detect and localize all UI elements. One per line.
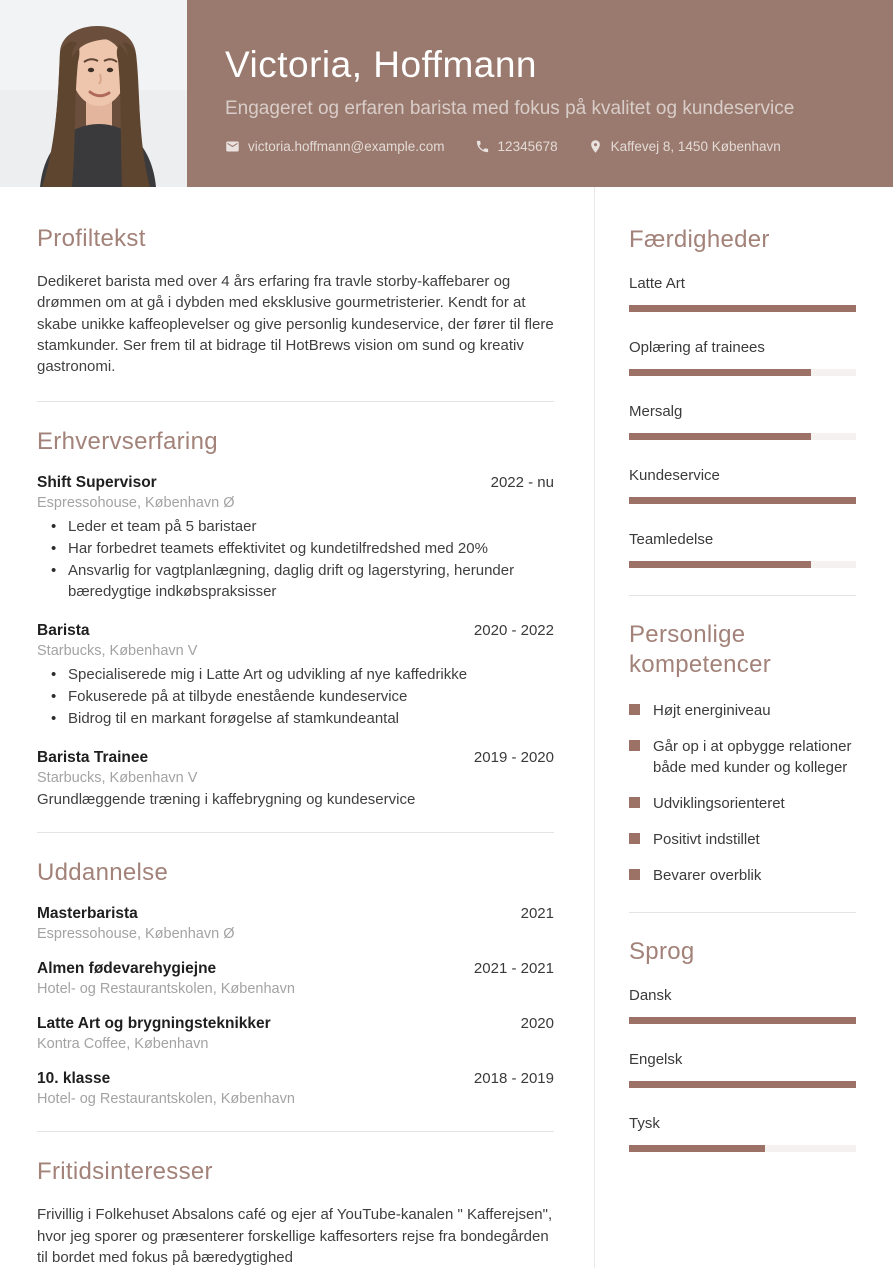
education-entry <box>37 960 554 997</box>
portrait-illustration <box>0 0 187 187</box>
competency-text: Udviklingsorienteret <box>653 795 785 812</box>
section-education <box>37 859 554 1107</box>
language-item <box>629 987 856 1024</box>
skill-bar-fill <box>629 305 856 312</box>
education-name: Almen fødevarehygiejne <box>37 960 217 978</box>
entry-head <box>37 1070 554 1088</box>
profile-section-title: Profiltekst <box>37 225 146 252</box>
skill-name: Kundeservice <box>629 467 720 484</box>
education-entry <box>37 905 554 942</box>
education-period: 2018 - 2019 <box>473 1070 554 1088</box>
education-name: Masterbarista <box>37 905 138 923</box>
competency-text: Positivt indstillet <box>653 831 760 848</box>
sidebar <box>595 187 856 1268</box>
skill-item <box>629 403 856 440</box>
skill-name: Teamledelse <box>629 531 714 548</box>
education-period: 2021 <box>520 905 554 923</box>
entry-head <box>37 905 554 923</box>
language-bar-track <box>629 1081 856 1088</box>
entry-head <box>37 749 554 767</box>
location-icon <box>588 139 603 154</box>
job-bullet: • Fokuserede på at tilbyde enestående kundeservice <box>37 687 554 708</box>
job-company: Starbucks, København V <box>37 643 198 660</box>
job-title: Barista Trainee <box>37 749 149 767</box>
skill-item <box>629 467 856 504</box>
contact-email-text: victoria.hoffmann@example.com <box>248 139 445 154</box>
job-company: Espressohouse, København Ø <box>37 495 235 512</box>
job-company: Starbucks, København V <box>37 770 198 787</box>
contact-row <box>225 139 863 154</box>
language-name: Engelsk <box>629 1051 683 1068</box>
skill-name: Oplæring af trainees <box>629 339 765 356</box>
square-bullet-icon <box>629 740 640 751</box>
hobbies-section-title: Fritidsinteresser <box>37 1158 213 1186</box>
section-experience <box>37 428 554 808</box>
entry-head <box>37 474 554 492</box>
job-period: 2022 - nu <box>490 474 554 492</box>
contact-address <box>588 139 781 154</box>
education-entry <box>37 1070 554 1107</box>
languages-section-title: Sprog <box>629 938 695 965</box>
square-bullet-icon <box>629 797 640 808</box>
skills-section-title: Færdigheder <box>629 226 770 253</box>
competency-text: Højt energiniveau <box>653 702 771 719</box>
experience-entry <box>37 749 554 808</box>
education-name: Latte Art og brygningsteknikker <box>37 1015 271 1033</box>
phone-icon <box>475 139 490 154</box>
skill-bar-fill <box>629 369 811 376</box>
competencies-section-title: Personlige kompetencer <box>629 621 772 678</box>
job-bullet: • Leder et team på 5 baristaer <box>37 517 554 538</box>
skill-bar-track <box>629 497 856 504</box>
section-profile <box>37 225 554 377</box>
job-period: 2019 - 2020 <box>473 749 554 767</box>
section-divider <box>37 1131 554 1132</box>
education-entry <box>37 1015 554 1052</box>
profile-photo <box>0 0 187 187</box>
entry-head <box>37 622 554 640</box>
section-competencies <box>629 620 856 886</box>
section-languages <box>629 937 856 1152</box>
profile-text: Dedikeret barista med over 4 års erfaring fra travle storby-kaffebarer og drømmen om at gå i dybden med eksklusive gourmetristerier. Kendt for at skabe unikke kaffeoplevelser og give personlig kundeservice, der fører til flere stamkunder. Ser frem til at bidrage til HotBrews vision om sund og kreativ gastronomi. <box>37 273 554 376</box>
education-section-title: Uddannelse <box>37 859 169 887</box>
education-period: 2020 <box>520 1015 554 1033</box>
entry-head <box>37 1015 554 1033</box>
section-hobbies <box>37 1158 554 1268</box>
square-bullet-icon <box>629 704 640 715</box>
section-skills <box>629 225 856 568</box>
square-bullet-icon <box>629 869 640 880</box>
candidate-name: Victoria, Hoffmann <box>225 44 538 85</box>
experience-entry <box>37 474 554 602</box>
skill-bar-fill <box>629 561 811 568</box>
language-bar-fill <box>629 1017 856 1024</box>
language-bar-track <box>629 1017 856 1024</box>
competency-item <box>629 736 856 778</box>
education-period: 2021 - 2021 <box>473 960 554 978</box>
competency-text: Går op i at opbygge relationer både med kunder og kolleger <box>653 738 852 776</box>
entry-head <box>37 960 554 978</box>
candidate-tagline: Engageret og erfaren barista med fokus på kvalitet og kundeservice <box>225 98 795 119</box>
skill-bar-track <box>629 561 856 568</box>
experience-entry <box>37 622 554 729</box>
job-period: 2020 - 2022 <box>473 622 554 640</box>
competency-item <box>629 700 856 721</box>
education-school: Espressohouse, København Ø <box>37 926 235 943</box>
main-column <box>37 187 595 1268</box>
competency-item <box>629 829 856 850</box>
job-bullet-list <box>37 517 554 602</box>
contact-email <box>225 139 445 154</box>
education-school: Kontra Coffee, København <box>37 1036 209 1053</box>
competency-item <box>629 793 856 814</box>
section-divider <box>629 912 856 913</box>
square-bullet-icon <box>629 833 640 844</box>
job-bullet: • Bidrog til en markant forøgelse af stamkundeantal <box>37 709 554 730</box>
job-title: Barista <box>37 622 90 640</box>
competency-item <box>629 865 856 886</box>
skill-bar-track <box>629 369 856 376</box>
competency-text: Bevarer overblik <box>653 867 762 884</box>
experience-section-title: Erhvervserfaring <box>37 428 218 456</box>
section-divider <box>37 832 554 833</box>
header-main <box>187 0 893 187</box>
education-name: 10. klasse <box>37 1070 111 1088</box>
language-item <box>629 1115 856 1152</box>
skill-item <box>629 275 856 312</box>
contact-phone <box>475 139 558 154</box>
page-content <box>0 187 893 1268</box>
skill-name: Mersalg <box>629 403 683 420</box>
language-bar-track <box>629 1145 856 1152</box>
skill-item <box>629 339 856 376</box>
job-bullet: • Har forbedret teamets effektivitet og kundetilfredshed med 20% <box>37 539 554 560</box>
skill-bar-track <box>629 433 856 440</box>
language-bar-fill <box>629 1145 765 1152</box>
skill-name: Latte Art <box>629 275 685 292</box>
job-bullet-list <box>37 665 554 729</box>
education-school: Hotel- og Restaurantskolen, København <box>37 1091 295 1108</box>
section-divider <box>37 401 554 402</box>
job-bullet: • Ansvarlig for vagtplanlægning, daglig drift og lagerstyring, herunder bæredygtige indkøbspraksisser <box>37 561 554 602</box>
competency-list <box>629 700 856 886</box>
contact-phone-text: 12345678 <box>497 139 558 154</box>
language-name: Dansk <box>629 987 672 1004</box>
language-bar-fill <box>629 1081 856 1088</box>
header <box>0 0 893 187</box>
email-icon <box>225 139 240 154</box>
hobbies-text: Frivillig i Folkehuset Absalons café og ejer af YouTube-kanalen " Kafferejsen", hvor jeg sporer og præsenterer forskellige kaffesorters rejse fra bondegården til bordet med fokus på bæredygtighed <box>37 1206 553 1266</box>
section-divider <box>629 595 856 596</box>
job-title: Shift Supervisor <box>37 474 157 492</box>
skill-bar-fill <box>629 497 856 504</box>
language-name: Tysk <box>629 1115 660 1132</box>
contact-address-text: Kaffevej 8, 1450 København <box>610 139 781 154</box>
language-item <box>629 1051 856 1088</box>
skill-item <box>629 531 856 568</box>
skill-bar-fill <box>629 433 811 440</box>
job-bullet: • Specialiserede mig i Latte Art og udvikling af nye kaffedrikke <box>37 665 554 686</box>
education-school: Hotel- og Restaurantskolen, København <box>37 981 295 998</box>
skill-bar-track <box>629 305 856 312</box>
job-note: Grundlæggende træning i kaffebrygning og kundeservice <box>37 791 416 809</box>
